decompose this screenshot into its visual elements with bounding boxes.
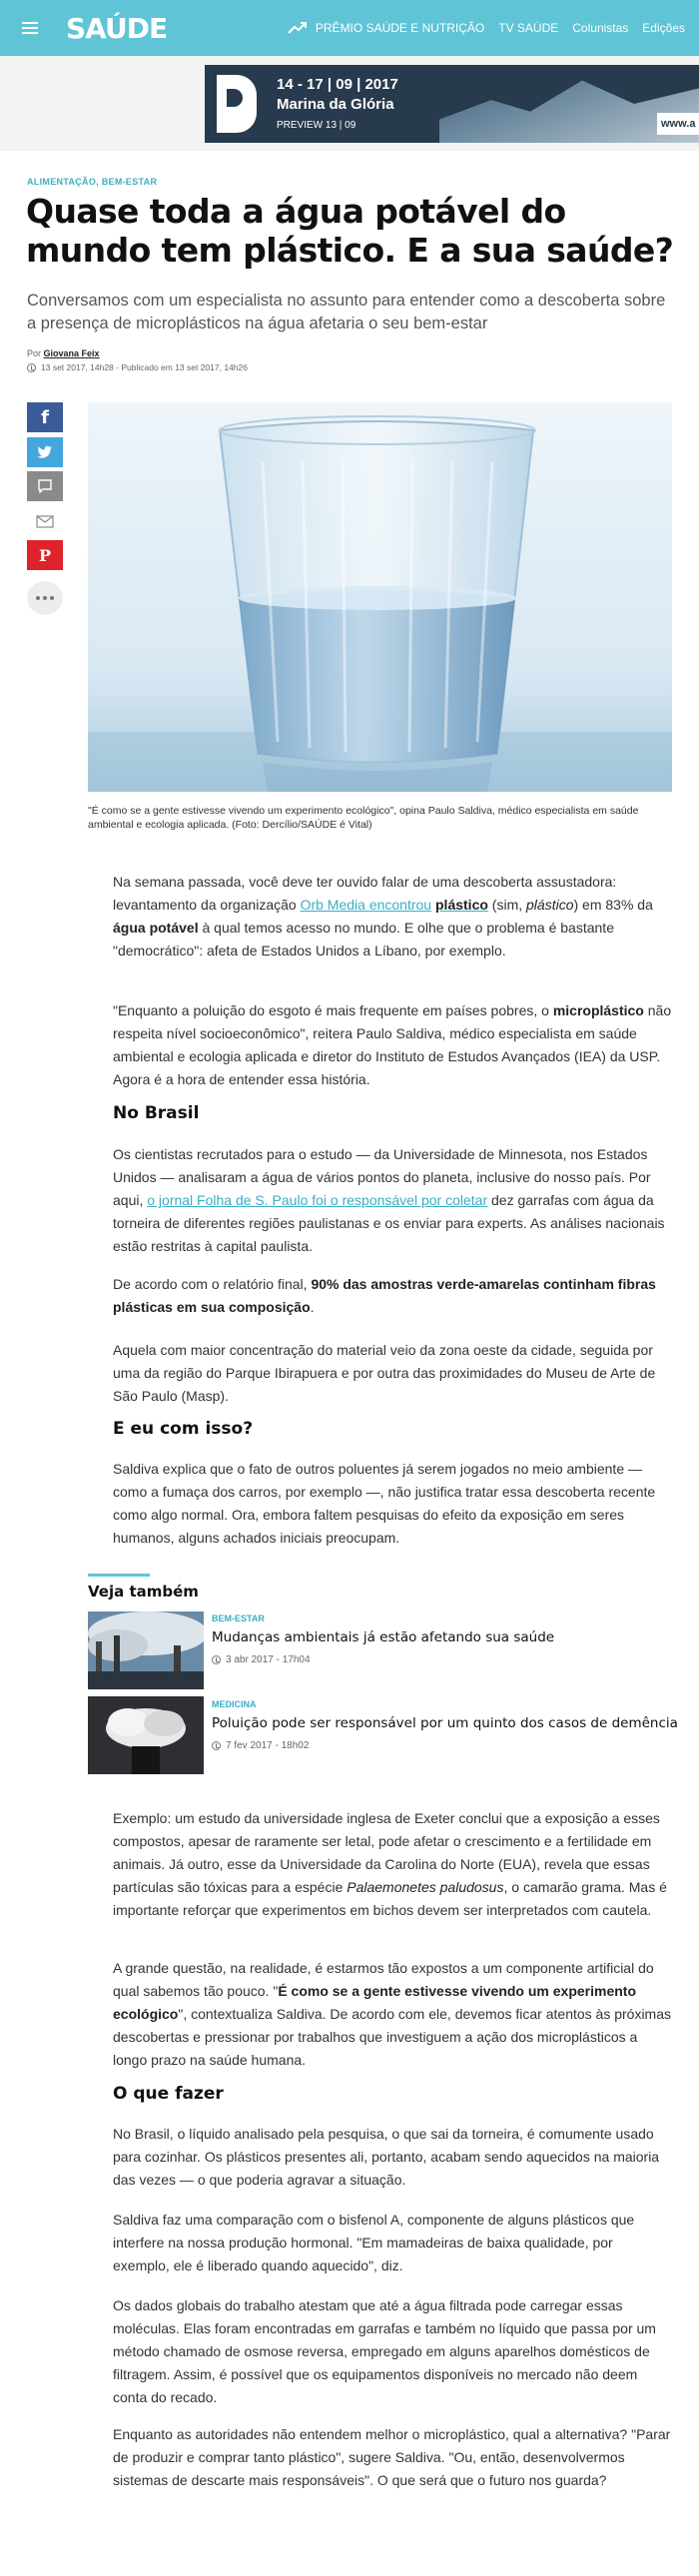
text: dez garrafas com água da torneira de diferentes regiões paulistanas e os enviar para experts. As análises nacionais estão restritas à capital paulista. (113, 1192, 665, 1254)
section-heading: No Brasil (113, 1103, 200, 1123)
hamburger-menu-icon[interactable] (22, 21, 42, 35)
twitter-icon (37, 445, 53, 459)
nav-colunistas[interactable]: Colunistas (572, 21, 629, 35)
paragraph (113, 1273, 672, 1319)
paragraph: Enquanto as autoridades não entendem melhor o microplástico, qual a alternativa? "Parar de produzir e comprar tanto plástico", sugere Saldiva. "Ou, então, desenvolvermos sistemas de descarte mais responsáveis". O que será que o futuro nos guarda? (113, 2426, 671, 2488)
clock-icon (212, 1655, 221, 1664)
text: A grande questão, na realidade, é estarmos tão expostos a um componente artificial do qual sabemos tão pouco. " (113, 1960, 654, 1999)
paragraph (113, 1957, 672, 2072)
clock-icon (212, 1741, 221, 1750)
image-caption: "É como se a gente estivesse vivendo um experimento ecológico", opina Paulo Saldiva, médico especialista em saúde ambiental e ecologia aplicada. (Foto: Dercílio/SAÚDE é Vital) (88, 805, 639, 831)
related-title[interactable]: Poluição pode ser responsável por um quinto dos casos de demência (212, 1715, 678, 1731)
text: microplástico (552, 1002, 644, 1018)
text: "Enquanto a poluição do esgoto é mais frequente em países pobres, o (113, 1002, 553, 1018)
folha-link[interactable]: o jornal Folha de S. Paulo foi o responsável por coletar (147, 1192, 488, 1208)
related-thumbnail[interactable] (88, 1696, 204, 1774)
text: água potável (113, 920, 199, 936)
text: Palaemonetes paludosus (347, 1879, 504, 1895)
paragraph (113, 1807, 672, 1922)
paragraph: No Brasil, o líquido analisado pela pesquisa, o que sai da torneira, é comumente usado para cozinhar. Os plásticos presentes ali, portanto, acabam sendo aquecidos na maioria das vezes — o que poderia agravar a situação. (113, 2126, 660, 2188)
trending-icon (288, 21, 308, 35)
nav-tv-saude[interactable]: TV SAÚDE (498, 21, 559, 35)
comment-icon (37, 479, 53, 493)
related-category[interactable]: MEDICINA (212, 1699, 257, 1709)
paragraph: Os dados globais do trabalho atestam que até a água filtrada pode carregar essas moléculas. Elas foram encontradas em garrafas e também no líquido que passa por um método chamado de osmose reversa, empregado em alguns aparelhos domésticos de filtragem. Assim, é possível que os equipamentos disponíveis no mercado não deem conta do recado. (113, 2297, 656, 2405)
paragraph (113, 1143, 672, 1258)
factory-smoke-image (88, 1611, 204, 1689)
related-title[interactable]: Mudanças ambientais já estão afetando sua saúde (212, 1629, 555, 1645)
ad-dates: 14 - 17 | 09 | 2017 (277, 76, 398, 93)
cloud-head-image (88, 1696, 204, 1774)
paragraph (113, 871, 672, 963)
ad-band (0, 56, 699, 151)
text: Os cientistas recrutados para o estudo — da Universidade de Minnesota, nos Estados Unidos — analisaram a água de vários pontos do planeta, inclusive do nosso país. Por aqui, (113, 1146, 651, 1208)
related-date-text: 3 abr 2017 - 17h04 (226, 1654, 311, 1665)
facebook-icon: f (41, 406, 49, 428)
byline-prefix: Por (27, 348, 42, 358)
related-date (212, 1740, 309, 1751)
related-date-text: 7 fev 2017 - 18h02 (226, 1740, 310, 1751)
paragraph (113, 999, 672, 1091)
text: 90% das amostras verde-amarelas continham fibras plásticas em sua composição (113, 1276, 656, 1315)
article-dates-text: 13 set 2017, 14h28 - Publicado em 13 set 2017, 14h26 (41, 362, 248, 372)
clock-icon (27, 363, 36, 372)
ad-url: www.a (657, 113, 699, 135)
nav-edicoes[interactable]: Edições (642, 21, 685, 35)
section-heading: E eu com isso? (113, 1419, 254, 1439)
related-accent-bar (88, 1574, 150, 1577)
article-subtitle: Conversamos com um especialista no assunto para entender como a descoberta sobre a presença de microplásticos na água afetaria o seu bem-estar (27, 292, 666, 332)
site-logo[interactable]: SAÚDE (66, 11, 168, 45)
ad-preview: PREVIEW 13 | 09 (277, 120, 356, 131)
text: plástico (435, 897, 488, 913)
article-category[interactable]: ALIMENTAÇÃO, BEM-ESTAR (27, 177, 158, 187)
plastico-link[interactable] (435, 897, 488, 913)
text: plástico (526, 897, 574, 913)
related-category[interactable]: BEM-ESTAR (212, 1613, 265, 1623)
text: , o camarão grama. Mas é importante reforçar que experimentos em bichos devem ser interpretados com cautela. (113, 1879, 667, 1918)
ad-venue: Marina da Glória (277, 96, 394, 113)
share-comment-button[interactable] (27, 471, 63, 501)
text: ) em 83% da (573, 897, 653, 913)
article-title: Quase toda a água potável do mundo tem plástico. E a sua saúde? (26, 192, 674, 270)
text: não respeita nível socioeconômico", reitera Paulo Saldiva, médico especialista em saúde ambiental e ecologia aplicada e diretor do Instituto de Estudos Avançados (IEA) da USP. Agora é a hora de entender essa história. (113, 1002, 672, 1087)
related-thumbnail[interactable] (88, 1611, 204, 1689)
more-dots-icon (36, 596, 54, 600)
orb-media-link[interactable]: Orb Media encontrou (300, 897, 432, 913)
paragraph: Aquela com maior concentração do material veio da zona oeste da cidade, seguida por uma da região do Parque Ibirapuera e por outra das proximidades do Museu de Arte de São Paulo (Masp). (113, 1342, 656, 1404)
byline (27, 348, 100, 358)
share-email-button[interactable] (27, 506, 63, 536)
share-more-button[interactable] (27, 581, 63, 615)
text: (sim, (487, 897, 527, 913)
related-date (212, 1654, 311, 1665)
article-dates (27, 362, 248, 372)
section-heading: O que fazer (113, 2084, 224, 2104)
water-glass-illustration (88, 402, 672, 792)
related-heading: Veja também (88, 1583, 199, 1601)
text: É como se a gente estivesse vivendo um experimento ecológico (113, 1983, 637, 2022)
top-nav (288, 0, 699, 56)
share-pinterest-button[interactable] (27, 540, 63, 570)
ad-banner[interactable] (205, 65, 699, 143)
envelope-icon (36, 515, 54, 528)
text: De acordo com o relatório final, (113, 1276, 312, 1292)
text: . (310, 1299, 315, 1315)
paragraph: Saldiva faz uma comparação com o bisfenol A, componente de alguns plásticos que interfere na nossa produção hormonal. "Em mamadeiras de baixa qualidade, por exemplo, ele é liberado quando aquecido", diz. (113, 2212, 635, 2273)
text: ", contextualiza Saldiva. De acordo com ele, devemos ficar atentos às próximas descobertas e pressionar por trabalhos que investiguem a ação dos microplásticos a longo prazo na saúde humana. (113, 2006, 672, 2068)
pinterest-icon: P (38, 545, 52, 565)
text: à qual temos acesso no mundo. E olhe que o problema é bastante "democrático": afeta de Estados Unidos a Líbano, por exemplo. (113, 920, 614, 959)
hero-image (88, 402, 672, 792)
site-header (0, 0, 699, 56)
share-twitter-button[interactable] (27, 437, 63, 467)
text: Na semana passada, você deve ter ouvido falar de uma descoberta assustadora: levantamento da organização (113, 874, 617, 913)
nav-premio[interactable]: PRÊMIO SAÚDE E NUTRIÇÃO (315, 21, 485, 35)
text: Exemplo: um estudo da universidade inglesa de Exeter conclui que a exposição a esses compostos, apesar de raramente ser letal, pode afetar o crescimento e a fertilidade em animais. Já outro, esse da Universidade da Carolina do Norte (EUA), revela que essas partículas são tóxicas para a espécie (113, 1810, 660, 1895)
author-link[interactable]: Giovana Feix (43, 348, 100, 358)
paragraph: Saldiva explica que o fato de outros poluentes já serem jogados no meio ambiente — como a fumaça dos carros, por exemplo —, não justifica tratar essa descoberta recente como algo normal. Ora, embora faltem pesquisas do efeito da exposição em seres humanos, alguns achados iniciais preocupam. (113, 1461, 656, 1546)
share-facebook-button[interactable] (27, 402, 63, 432)
ad-logo-icon (217, 75, 257, 133)
